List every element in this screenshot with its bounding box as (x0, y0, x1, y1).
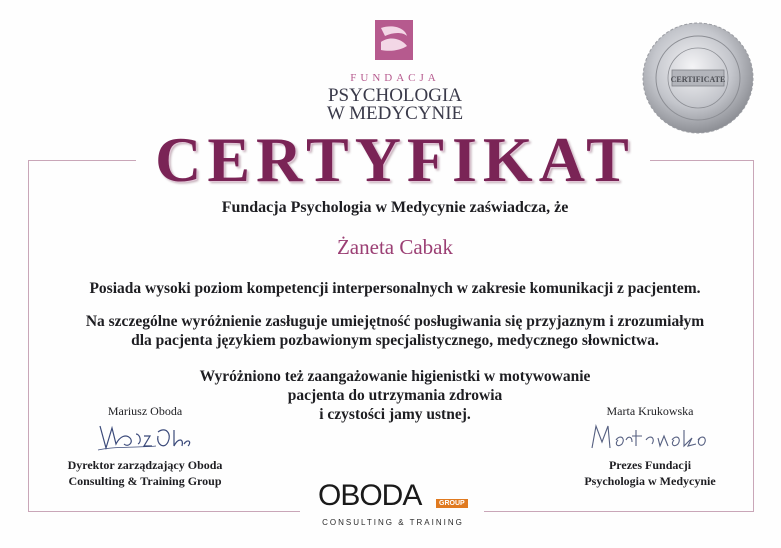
body-line-6: i czystości jamy ustnej. (319, 406, 471, 423)
frame-left (28, 160, 29, 512)
left-signatory-title-line2: Consulting & Training Group (68, 474, 222, 488)
oboda-group-tag: GROUP (436, 499, 468, 508)
oboda-wordmark: OBODA (318, 479, 422, 512)
foundation-name-line2: W MEDYCYNIE (326, 103, 464, 124)
oboda-subtitle: CONSULTING & TRAINING (322, 518, 464, 527)
right-signatory-title-line1: Prezes Fundacji (608, 458, 692, 472)
left-handwritten-signature (96, 420, 192, 454)
recipient-name: Żaneta Cabak (336, 235, 454, 259)
body-line-4: Wyróżniono też zaangażowanie higienistki w motywowanie (199, 368, 591, 385)
left-signatory-title-line1: Dyrektor zarządzający Oboda (67, 458, 223, 472)
body-line-1: Posiada wysoki poziom kompetencji interpersonalnych w zakresie komunikacji z pacjentem. (89, 280, 701, 297)
foundation-name-line1: PSYCHOLOGIA (327, 85, 463, 106)
frame-bottom-right (484, 511, 754, 512)
foundation-logo-icon (375, 20, 413, 60)
seal-text: CERTIFICATE (670, 75, 726, 84)
silver-seal-icon (640, 20, 756, 136)
oboda-logo (318, 481, 468, 511)
foundation-small-caps: FUNDACJA (350, 72, 440, 84)
frame-right (753, 160, 754, 512)
body-line-3: dla pacjenta językiem pozbawionym specjalistycznego, medycznego słownictwa. (131, 332, 659, 349)
right-handwritten-signature (588, 420, 714, 454)
right-signatory-name: Marta Krukowska (606, 404, 694, 418)
certificate-intro: Fundacja Psychologia w Medycynie zaświadcza, że (221, 199, 569, 216)
left-signatory-name: Mariusz Oboda (107, 404, 183, 418)
frame-bottom-left (28, 511, 300, 512)
body-line-5: pacjenta do utrzymania zdrowia (287, 387, 503, 404)
certificate-title: CERTYFIKAT (155, 124, 635, 195)
right-signatory-title-line2: Psychologia w Medycynie (584, 474, 716, 488)
body-line-2: Na szczególne wyróżnienie zasługuje umiejętność posługiwania się przyjaznym i zrozumiałym (85, 313, 705, 330)
